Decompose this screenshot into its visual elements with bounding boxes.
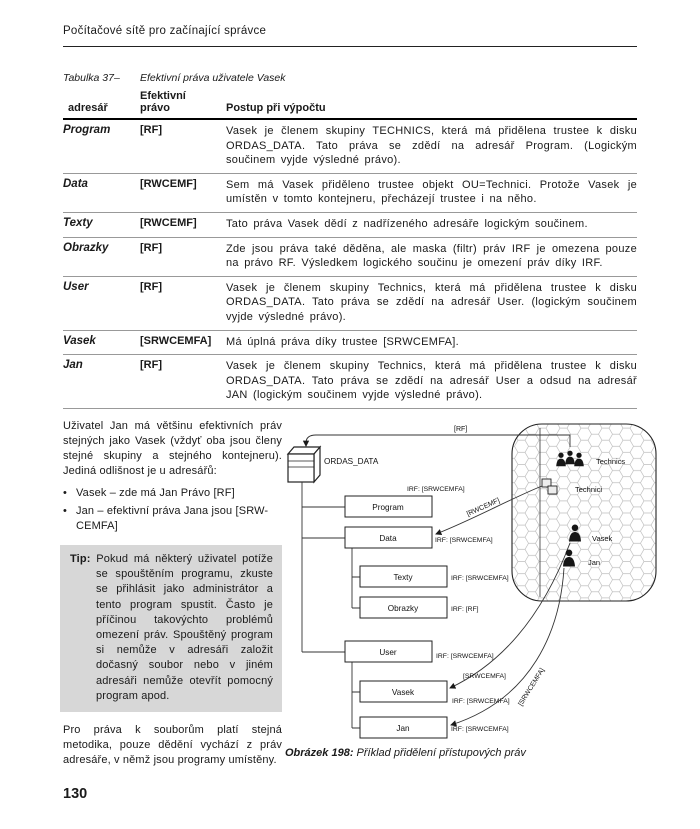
table-row (63, 212, 637, 237)
node-program (345, 496, 432, 517)
panel-label-technics: Technics (596, 457, 626, 466)
column-header-postup-label: Postup při výpočtu (226, 102, 326, 114)
table-header-row (63, 90, 637, 119)
description-cell: Tato práva Vasek dědí z nadřízeného adresáře logickým součinem. (226, 212, 637, 237)
irf-label-data: IRF: [SRWCEMFA] (435, 537, 493, 544)
arrow-label-srwcemfa-jan: [SRWCEMFA] (517, 667, 547, 708)
bullet-list (63, 486, 282, 534)
right-cell: [RWCEMF] (140, 212, 226, 237)
tip-box (60, 545, 282, 712)
table-caption-title: Efektivní práva uživatele Vasek (140, 72, 286, 84)
running-header (63, 25, 637, 47)
table-row (63, 119, 637, 173)
bullet-marker: • (63, 487, 68, 499)
figure-caption-label: Obrázek 198: (285, 747, 354, 759)
directory-tree-lines (302, 482, 360, 728)
irf-label-program: IRF: [SRWCEMFA] (407, 486, 465, 493)
directory-context-panel (512, 424, 656, 601)
table-caption (63, 72, 286, 84)
body-text-column (63, 419, 282, 768)
effective-rights-table (63, 90, 637, 409)
column-header-adresar-label: adresář (68, 102, 108, 114)
list-item (63, 504, 282, 534)
right-cell: [RWCEMF] (140, 173, 226, 212)
panel-label-jan: Jan (588, 558, 601, 567)
table-row (63, 330, 637, 355)
table-row (63, 173, 637, 212)
node-label-jan: Jan (396, 724, 410, 733)
node-obrazky (360, 597, 447, 618)
description-cell: Vasek je členem skupiny TECHNICS, která má přidělena trustee k disku ORDAS_DATA. Tato práva se zdědí na adresář Program. (Logickým součinem vyjde výsledné právo). (226, 119, 637, 173)
root-volume-label: ORDAS_DATA (324, 457, 379, 466)
column-header-pravo-bottom: právo (140, 102, 170, 114)
arrow-label-rwcemf: [RWCEMF] (465, 497, 501, 518)
table-caption-label: Tabulka 37– (63, 72, 120, 84)
right-cell: [RF] (140, 237, 226, 276)
node-label-program: Program (372, 503, 404, 512)
column-header-pravo-top: Efektivní (140, 90, 186, 102)
node-texty (360, 566, 447, 587)
node-label-texty: Texty (393, 573, 413, 582)
description-cell: Vasek je členem skupiny Technics, která má přidělena trustee k disku ORDAS_DATA. Tato práva se zdědí na adresář User. (logickým součinem vyjde výsledné právo). (226, 276, 637, 330)
right-cell: [RF] (140, 119, 226, 173)
irf-label-texty: IRF: [SRWCEMFA] (451, 575, 509, 582)
right-cell: [RF] (140, 276, 226, 330)
irf-label-jan: IRF: [SRWCEMFA] (451, 726, 509, 733)
node-jan (360, 717, 447, 738)
right-cell: [SRWCEMFA] (140, 330, 226, 355)
node-vasek (360, 681, 447, 702)
volume-icon (288, 447, 320, 482)
node-user (345, 641, 432, 662)
table-row (63, 276, 637, 330)
irf-label-user: IRF: [SRWCEMFA] (436, 653, 494, 660)
figure-caption-text: Příklad přidělení přístupových práv (356, 747, 526, 759)
figure-caption (285, 747, 526, 759)
irf-label-obrazky: IRF: [RF] (451, 606, 479, 613)
description-cell: Zde jsou práva také děděna, ale maska (filtr) práv IRF je omezena pouze na právo RF. Výsledkem logického součinu je omezení práv díky IRF. (226, 237, 637, 276)
node-label-data: Data (379, 534, 397, 543)
description-cell: Sem má Vasek přiděleno trustee objekt OU=Technici. Protože Vasek je umístěn v tomto kontejneru, přecházejí trustee i na něho. (226, 173, 637, 212)
irf-label-vasek: IRF: [SRWCEMFA] (452, 698, 510, 705)
body-paragraph: Pro práva k souborům platí stejná metodika, pouze dědění vychází z práv adresáře, v němž jsou programy umístěny. (63, 724, 282, 767)
table-row (63, 355, 637, 409)
bullet-text: Jan – efektivní práva Jana jsou [SRW-CEMFA] (76, 505, 269, 532)
tip-label: Tip: (70, 553, 91, 565)
table-row (63, 237, 637, 276)
arrow-label-srwcemfa-vasek: [SRWCEMFA] (463, 673, 506, 680)
running-header-title: Počítačové sítě pro začínající správce (63, 25, 267, 37)
list-item (63, 486, 282, 501)
node-label-obrazky: Obrazky (387, 604, 419, 613)
directory-cell: Jan (63, 355, 140, 409)
directory-cell: Texty (63, 212, 140, 237)
node-label-vasek: Vasek (391, 688, 415, 697)
access-rights-diagram (280, 416, 660, 750)
panel-label-technici: Technici (575, 485, 603, 494)
description-cell: Má úplná práva díky trustee [SRWCEMFA]. (226, 330, 637, 355)
node-data (345, 527, 432, 548)
tip-text: Pokud má některý uživatel potíže se spouštěním programu, zkuste se přihlásit jako administrátor a tento program spustit. Často je příčinou takovýchto problémů omezení práv. Spouštěný program si nemůže v adresáři založit dočasný soubor nebo v jiném adresáři nemůže otevřít pomocný program apod. (96, 553, 273, 702)
column-header-pravo (140, 90, 226, 119)
page-number: 130 (63, 786, 88, 802)
bullet-text: Vasek – zde má Jan Právo [RF] (76, 487, 235, 499)
directory-cell: Vasek (63, 330, 140, 355)
directory-cell: User (63, 276, 140, 330)
column-header-postup (226, 90, 637, 119)
bullet-marker: • (63, 505, 68, 517)
body-paragraph: Uživatel Jan má většinu efektivních práv stejných jako Vasek (vždyť oba jsou členy stejné skupiny a stejného kontejneru). Jediná odlišnost je u adresářů: (63, 420, 282, 477)
column-header-adresar (63, 90, 140, 119)
right-cell: [RF] (140, 355, 226, 409)
panel-label-vasek: Vasek (592, 534, 613, 543)
arrow-label-rf: [RF] (454, 426, 468, 433)
node-label-user: User (379, 648, 397, 657)
directory-cell: Program (63, 119, 140, 173)
description-cell: Vasek je členem skupiny Technics, která má přidělena trustee k disku ORDAS_DATA. Tato práva se zdědí na adresář User a odsud na adresář JAN (logickým součinem vyjde výsledné právo). (226, 355, 637, 409)
directory-cell: Obrazky (63, 237, 140, 276)
directory-cell: Data (63, 173, 140, 212)
